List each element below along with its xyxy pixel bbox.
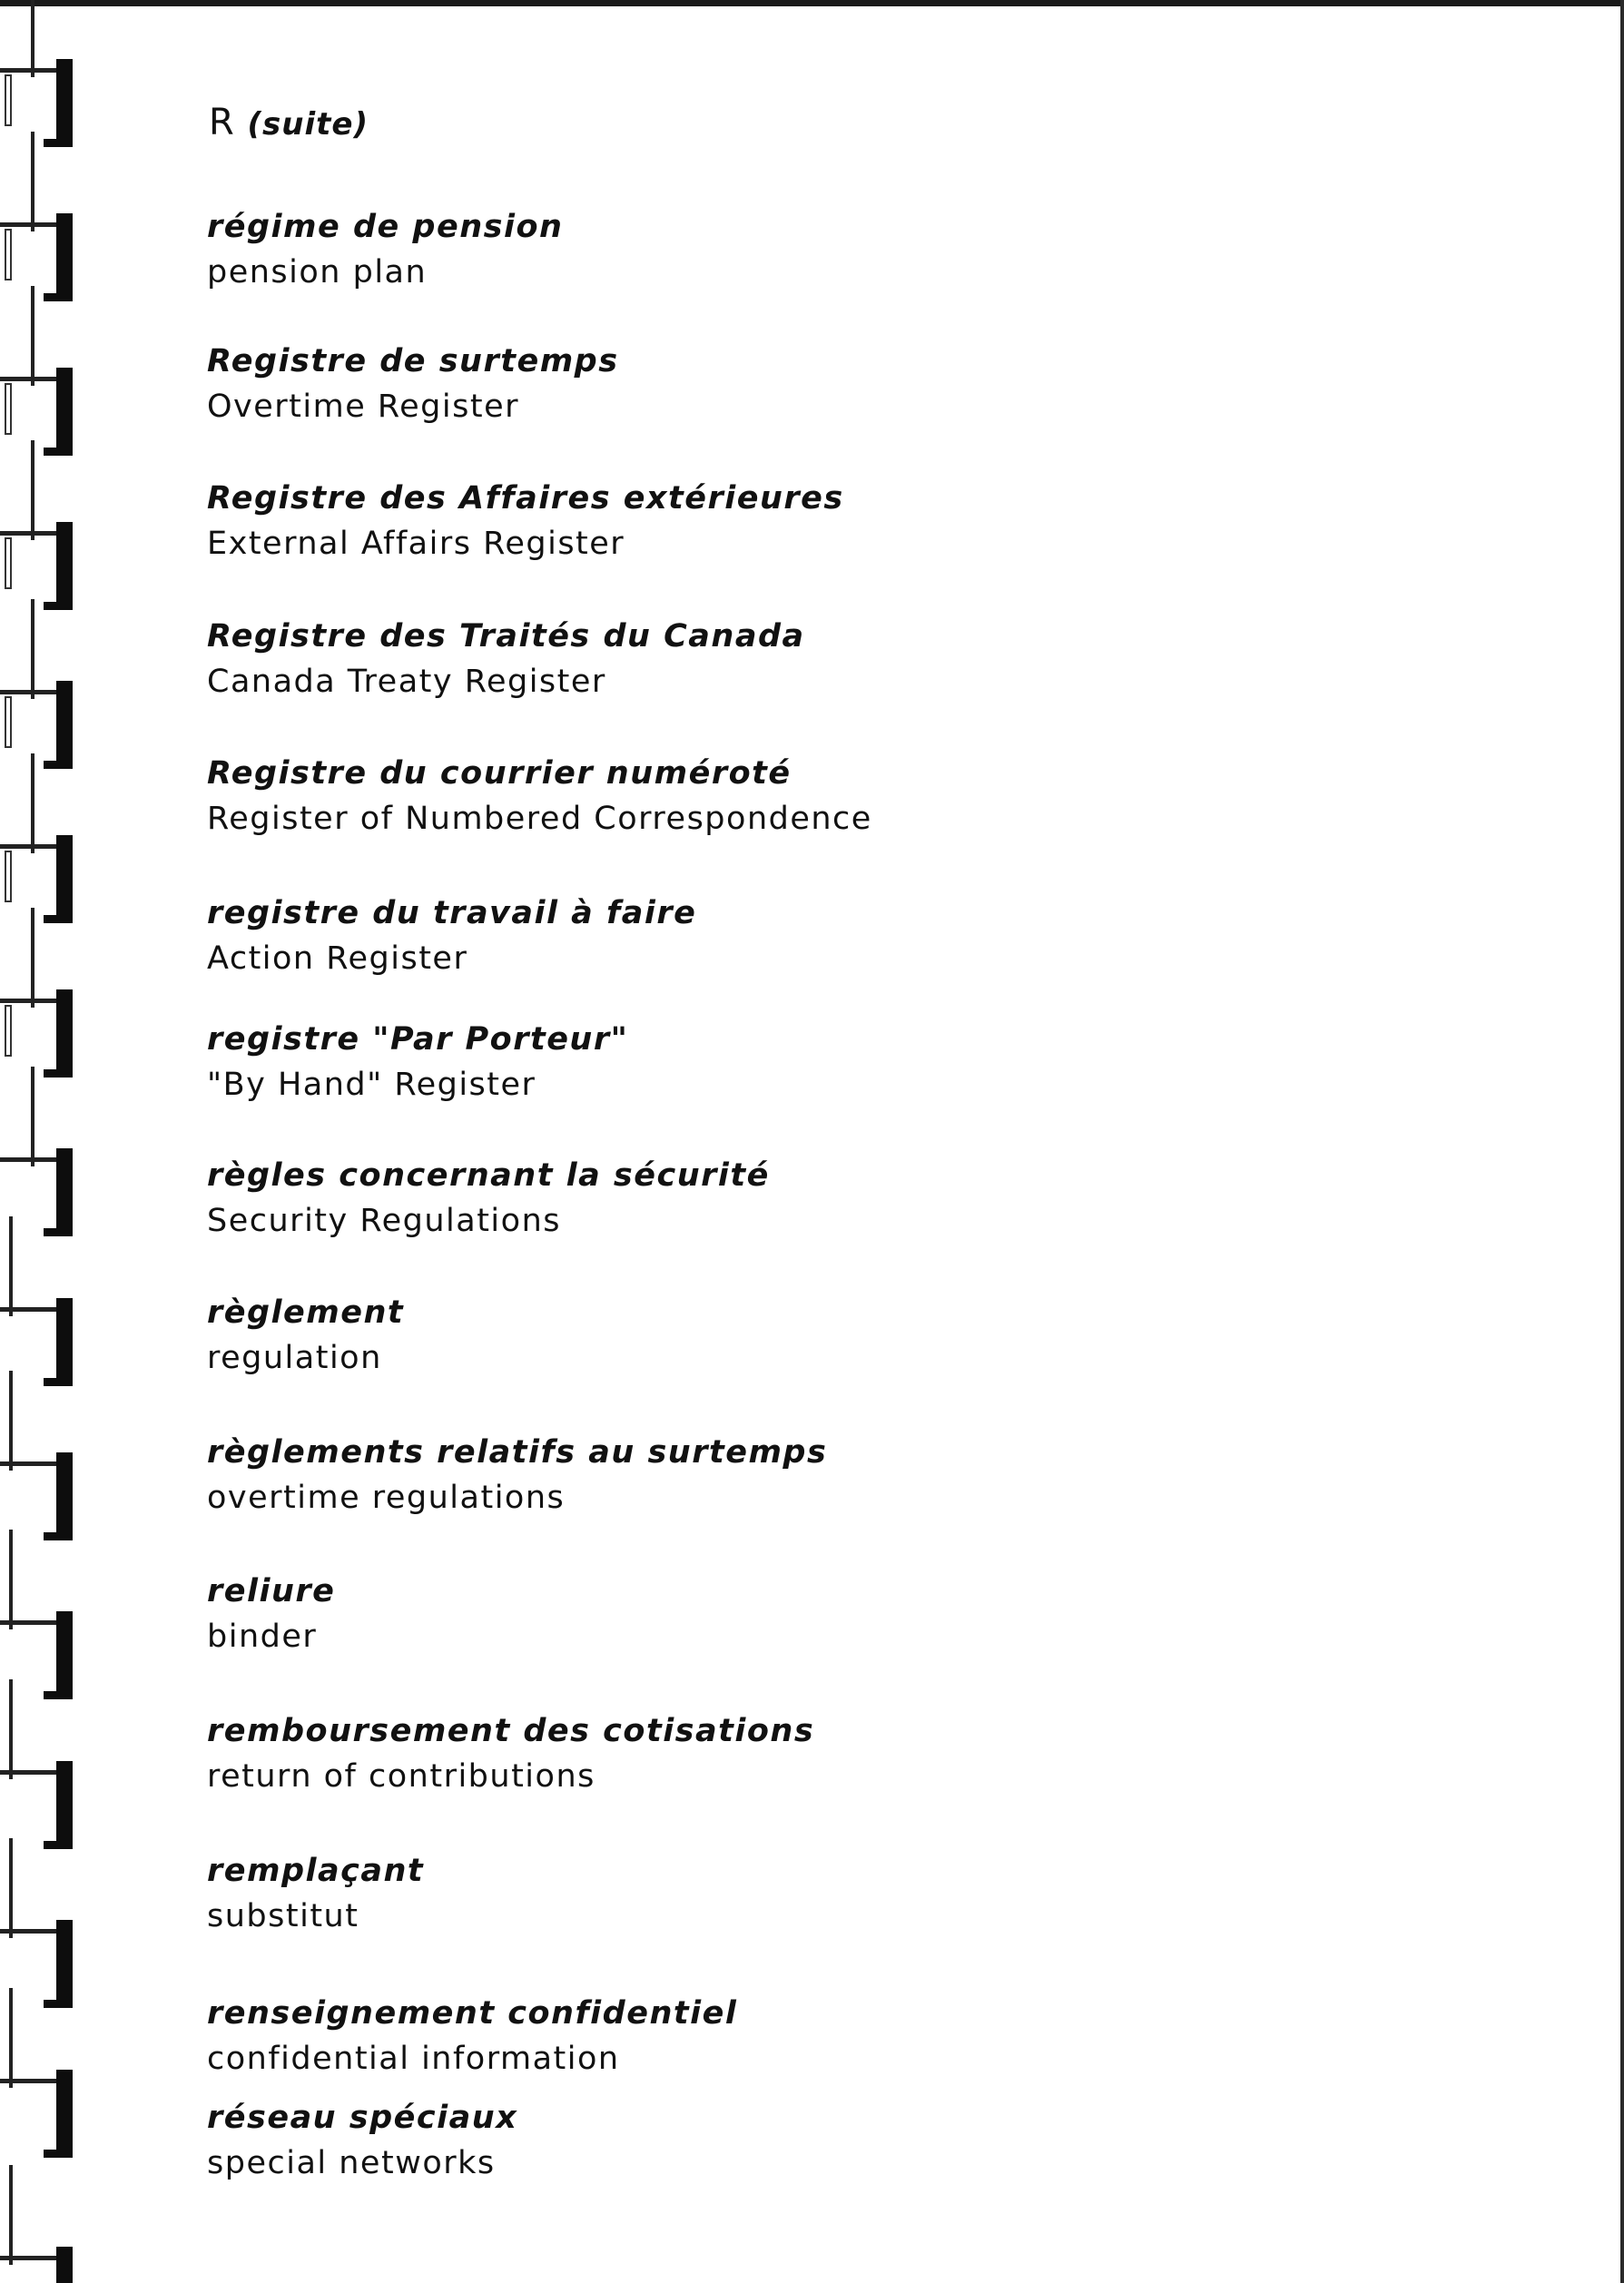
english-term: External Affairs Register [207, 526, 625, 562]
binding-ring [0, 1838, 73, 2008]
english-term: binder [207, 1619, 318, 1655]
french-term: règles concernant la sécurité [207, 1157, 770, 1194]
glossary-list [207, 0, 1523, 2283]
binding-ring [0, 1216, 73, 1386]
english-term: regulation [207, 1340, 382, 1376]
english-term: Action Register [207, 940, 468, 977]
french-term: réseau spéciaux [207, 2100, 518, 2136]
binding-ring [0, 0, 73, 147]
english-term: return of contributions [207, 1758, 595, 1795]
french-term: Registre des Affaires extérieures [207, 480, 844, 517]
english-term: Canada Treaty Register [207, 664, 606, 700]
english-term: substitut [207, 1898, 359, 1934]
binding-ring [0, 1067, 73, 1236]
glossary-entry [207, 1708, 814, 1799]
french-term: Registre du courrier numéroté [207, 755, 792, 792]
french-term: règlements relatifs au surtemps [207, 1434, 828, 1471]
glossary-entry [207, 614, 805, 704]
binding-ring [0, 908, 73, 1078]
binding-ring [0, 1371, 73, 1540]
right-page-edge [1620, 0, 1624, 2283]
french-term: reliure [207, 1573, 336, 1609]
french-term: registre du travail à faire [207, 895, 697, 931]
glossary-entry [207, 204, 563, 295]
glossary-entry [207, 1290, 404, 1381]
french-term: Registre des Traités du Canada [207, 618, 805, 654]
binding-ring [0, 753, 73, 923]
french-term: règlement [207, 1294, 405, 1331]
french-term: registre "Par Porteur" [207, 1021, 629, 1058]
french-term: Registre de surtemps [207, 343, 619, 379]
binding-ring [0, 1679, 73, 1849]
binding-ring [0, 132, 73, 301]
binding-ring [0, 286, 73, 456]
french-term: remboursement des cotisations [207, 1713, 815, 1749]
section-qualifier: (suite) [247, 106, 369, 143]
glossary-entry [207, 476, 844, 566]
french-term: régime de pension [207, 209, 564, 245]
english-term: pension plan [207, 254, 428, 290]
binding-ring [0, 1988, 73, 2158]
english-term: overtime regulations [207, 1480, 566, 1516]
glossary-entry [207, 1153, 770, 1244]
glossary-entry [207, 1017, 628, 1107]
binding-ring [0, 599, 73, 769]
french-term: remplaçant [207, 1853, 425, 1889]
glossary-entry [207, 1848, 424, 1939]
section-letter: R [209, 102, 235, 143]
english-term: Register of Numbered Correspondence [207, 801, 872, 837]
glossary-entry [207, 339, 619, 429]
glossary-entry [207, 891, 696, 981]
glossary-entry [207, 751, 872, 841]
french-term: renseignement confidentiel [207, 1995, 738, 2032]
glossary-entry [207, 2095, 517, 2186]
binding-ring [0, 1530, 73, 1699]
english-term: special networks [207, 2145, 496, 2181]
glossary-entry [207, 1430, 827, 1520]
binding-ring [0, 440, 73, 610]
glossary-entry [207, 1991, 737, 2081]
binding-ring [0, 2165, 73, 2283]
spiral-binding [0, 0, 100, 2283]
english-term: "By Hand" Register [207, 1067, 536, 1103]
english-term: Overtime Register [207, 389, 519, 425]
english-term: Security Regulations [207, 1203, 561, 1239]
glossary-entry [207, 1569, 335, 1659]
english-term: confidential information [207, 2041, 620, 2077]
